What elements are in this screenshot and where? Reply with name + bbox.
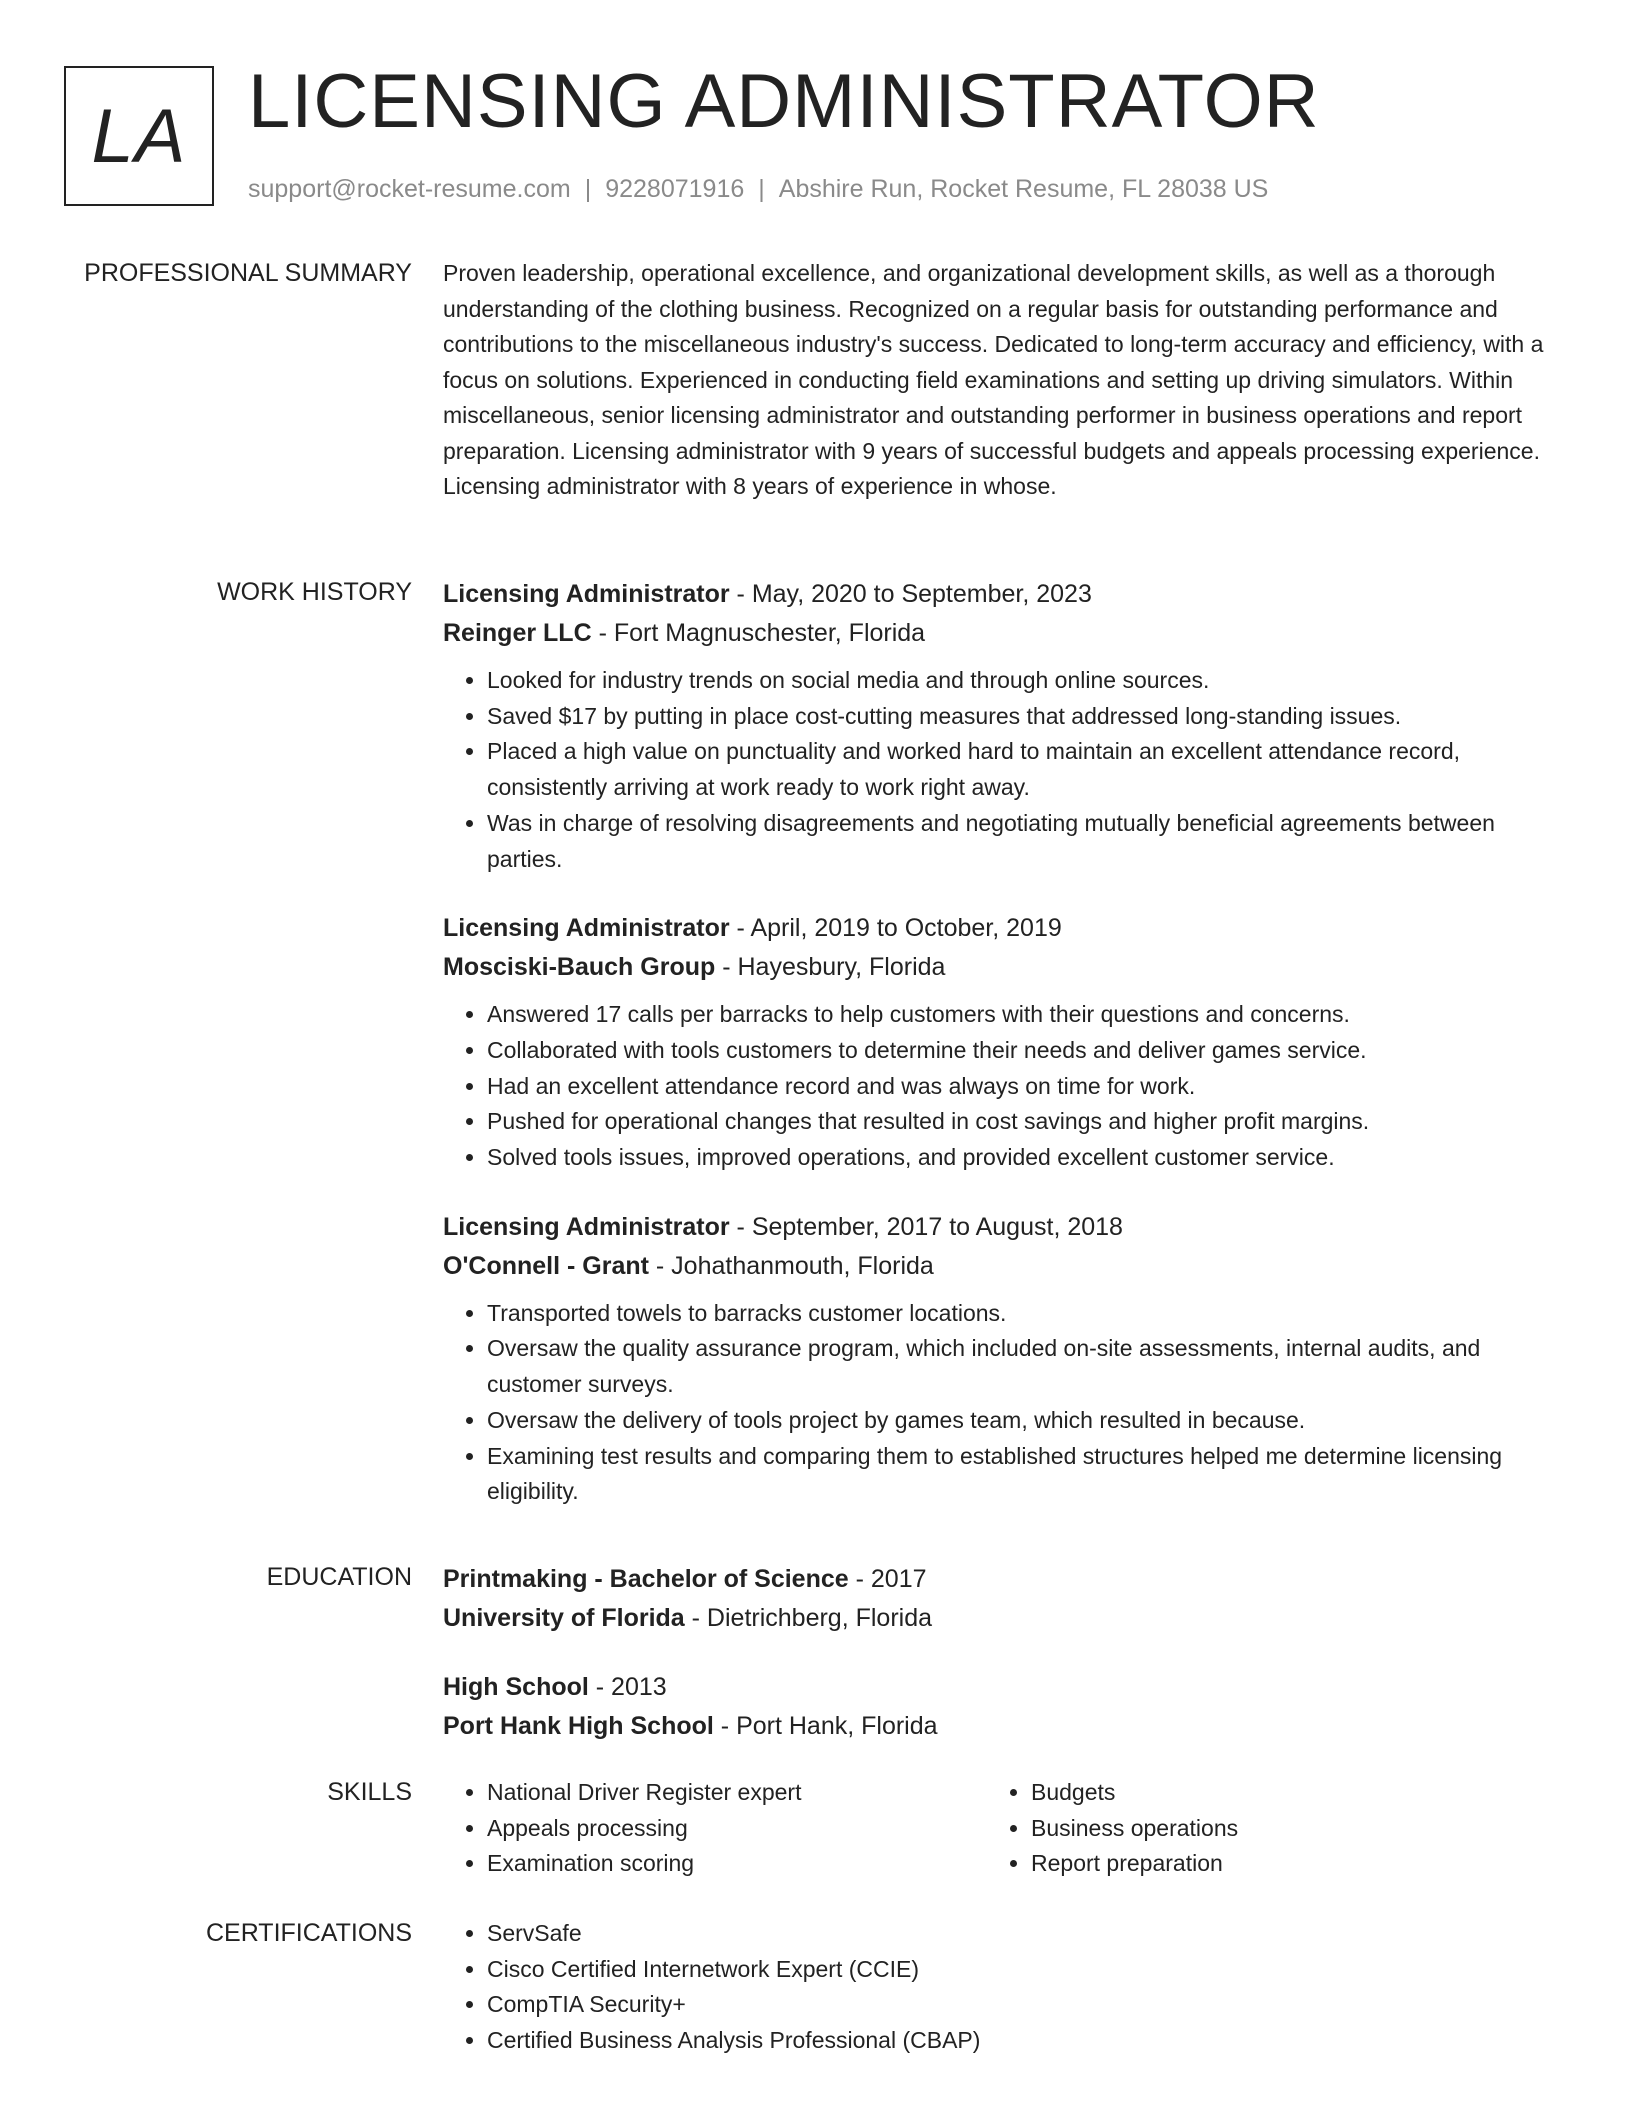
job-title-line	[443, 575, 1561, 614]
job-bullets	[443, 997, 1561, 1176]
job-company: Reinger LLC	[443, 619, 592, 647]
job-entry	[443, 1208, 1561, 1510]
education-location: - Dietrichberg, Florida	[684, 1604, 933, 1632]
job-role: Licensing Administrator	[443, 914, 730, 943]
job-company-line	[443, 948, 1561, 987]
job-bullet: • Saved $17 by putting in place cost-cutting measures that addressed long-standing issues.	[487, 699, 1561, 735]
job-company: Mosciski-Bauch Group	[443, 953, 716, 982]
skills-list	[443, 1775, 987, 1882]
skill-item: • Budgets	[1031, 1775, 1531, 1811]
skill-item: • Examination scoring	[487, 1846, 987, 1882]
contact-address: Abshire Run, Rocket Resume, FL 28038 US	[778, 175, 1269, 203]
certification-item: • ServSafe	[487, 1916, 1561, 1952]
summary-heading: PROFESSIONAL SUMMARY	[84, 259, 412, 287]
education-degree-line	[443, 1668, 1561, 1707]
education-degree: Printmaking - Bachelor of Science	[443, 1565, 849, 1593]
education-entry	[443, 1560, 1561, 1638]
certifications-list	[443, 1916, 1561, 2059]
job-bullets	[443, 1296, 1561, 1510]
work-history-heading: WORK HISTORY	[217, 578, 412, 606]
education-entry	[443, 1668, 1561, 1746]
job-bullet: • Collaborated with tools customers to determine their needs and deliver games service.	[487, 1033, 1561, 1069]
skill-item: • National Driver Register expert	[487, 1775, 987, 1811]
education-year: - 2013	[588, 1673, 667, 1701]
job-bullet: • Answered 17 calls per barracks to help customers with their questions and concerns.	[487, 997, 1561, 1033]
work-history-body	[443, 575, 1561, 1510]
contact-email[interactable]: support@rocket-resume.com	[248, 175, 571, 203]
certification-item: • CompTIA Security+	[487, 1987, 1561, 2023]
certifications-body	[443, 1916, 1561, 2059]
contact-separator: |	[758, 175, 765, 203]
job-bullets	[443, 663, 1561, 877]
education-school: University of Florida	[443, 1604, 685, 1632]
certification-item: • Cisco Certified Internetwork Expert (CCIE)	[487, 1952, 1561, 1988]
education-location: - Port Hank, Florida	[713, 1712, 938, 1740]
job-bullet: • Oversaw the quality assurance program, which included on-site assessments, internal audits, and customer surveys.	[487, 1331, 1561, 1402]
job-title-line	[443, 1208, 1561, 1247]
certification-item: • Certified Business Analysis Professional (CBAP)	[487, 2023, 1561, 2059]
summary-text: Proven leadership, operational excellence, and organizational development skills, as well as a thorough understanding of the clothing business. Recognized on a regular basis for outstanding performance and contributions to the miscellaneous industry's success. Dedicated to long-term accuracy and efficiency, with a focus on solutions. Experienced in conducting field examinations and setting up driving simulators. Within miscellaneous, senior licensing administrator and outstanding performer in business operations and report preparation. Licensing administrator with 9 years of successful budgets and appeals processing experience. Licensing administrator with 8 years of experience in whose.	[443, 260, 1544, 499]
job-location: - Hayesbury, Florida	[715, 953, 946, 982]
skills-column-left	[443, 1775, 987, 1882]
contact-line	[248, 172, 1268, 206]
job-bullet: • Oversaw the delivery of tools project by games team, which resulted in because.	[487, 1403, 1561, 1439]
summary-body	[443, 256, 1561, 505]
skills-column-right	[987, 1775, 1531, 1882]
certifications-heading: CERTIFICATIONS	[205, 1919, 412, 1947]
contact-separator: |	[584, 175, 592, 203]
skill-item: • Appeals processing	[487, 1811, 987, 1847]
contact-phone[interactable]: 9228071916	[605, 175, 745, 203]
skills-grid	[443, 1775, 1561, 1882]
education-degree-line	[443, 1560, 1561, 1599]
job-location: - Johathanmouth, Florida	[648, 1251, 934, 1280]
job-dates: - September, 2017 to August, 2018	[729, 1212, 1123, 1241]
skills-heading: SKILLS	[327, 1778, 412, 1806]
skills-body	[443, 1775, 1561, 1882]
job-bullet: • Pushed for operational changes that resulted in cost savings and higher profit margins.	[487, 1104, 1561, 1140]
education-year: - 2017	[848, 1565, 927, 1593]
job-dates: - April, 2019 to October, 2019	[729, 914, 1062, 943]
job-bullet: • Placed a high value on punctuality and worked hard to maintain an excellent attendance record, consistently arriving at work ready to work right away.	[487, 734, 1561, 805]
job-company-line	[443, 614, 1561, 653]
education-body	[443, 1560, 1561, 1746]
job-bullet: • Looked for industry trends on social media and through online sources.	[487, 663, 1561, 699]
job-dates: - May, 2020 to September, 2023	[729, 580, 1092, 608]
education-heading: EDUCATION	[266, 1563, 412, 1591]
job-bullet: • Had an excellent attendance record and was always on time for work.	[487, 1069, 1561, 1105]
job-company-line	[443, 1247, 1561, 1286]
education-school-line	[443, 1599, 1561, 1638]
job-location: - Fort Magnuschester, Florida	[591, 619, 926, 647]
job-bullet: • Examining test results and comparing them to established structures helped me determine licensing eligibility.	[487, 1439, 1561, 1510]
job-entry	[443, 575, 1561, 877]
skill-item: • Report preparation	[1031, 1846, 1531, 1882]
job-role: Licensing Administrator	[443, 580, 730, 608]
job-role: Licensing Administrator	[443, 1212, 730, 1241]
job-bullet: • Transported towels to barracks customer locations.	[487, 1296, 1561, 1332]
education-school: Port Hank High School	[443, 1712, 714, 1740]
job-title-line	[443, 909, 1561, 948]
monogram-logo: LA	[64, 66, 214, 206]
job-company: O'Connell - Grant	[443, 1251, 649, 1280]
skill-item: • Business operations	[1031, 1811, 1531, 1847]
education-school-line	[443, 1707, 1561, 1746]
job-entry	[443, 909, 1561, 1176]
job-bullet: • Solved tools issues, improved operations, and provided excellent customer service.	[487, 1140, 1561, 1176]
job-bullet: • Was in charge of resolving disagreements and negotiating mutually beneficial agreements between parties.	[487, 806, 1561, 877]
skills-list	[987, 1775, 1531, 1882]
candidate-name: LICENSING ADMINISTRATOR	[248, 59, 1320, 144]
education-degree: High School	[443, 1673, 589, 1701]
